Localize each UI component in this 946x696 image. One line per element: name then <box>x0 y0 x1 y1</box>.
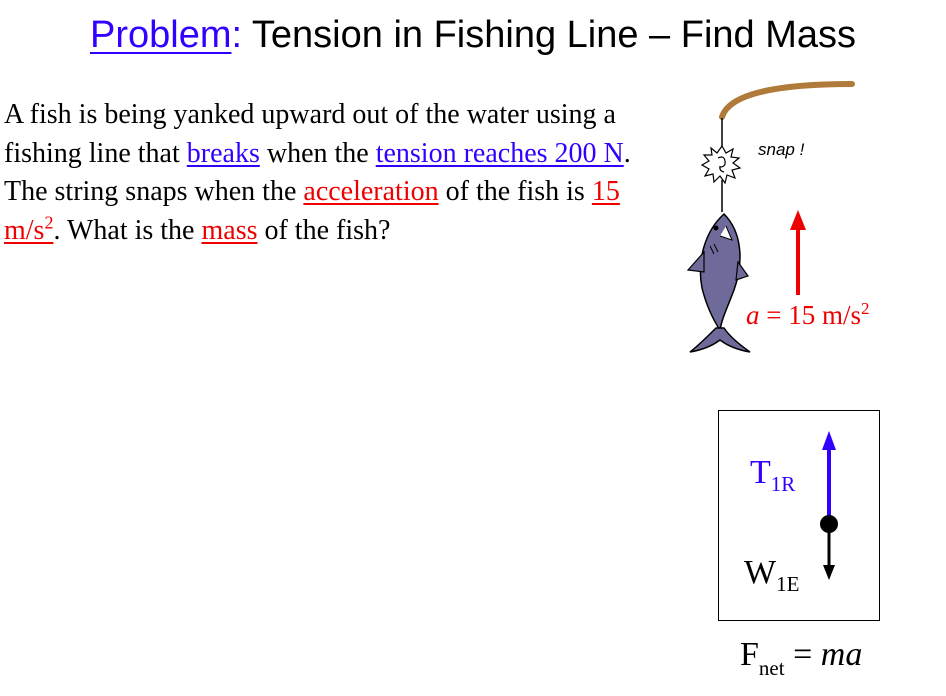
snap-burst-icon <box>702 146 740 183</box>
problem-text-5: . What is the <box>53 214 202 246</box>
problem-text-6: of the fish? <box>257 214 391 246</box>
tension-symbol: T <box>750 454 771 491</box>
title-keyword: Problem <box>89 14 232 56</box>
problem-text-1: A fish is being yanked upward out of the water using a fishing line that <box>4 99 616 169</box>
title-colon: : <box>231 14 243 56</box>
weight-subscript: 1E <box>776 572 800 596</box>
weight-symbol: W <box>744 554 777 591</box>
fishing-rod <box>722 84 852 117</box>
accel-var: a <box>746 300 760 330</box>
tension-label <box>750 454 795 497</box>
accel-label-sup: 2 <box>861 299 870 318</box>
keyword-acceleration: acceleration <box>303 176 439 207</box>
net-force-equation <box>740 636 862 681</box>
weight-label <box>744 554 799 597</box>
acceleration-label <box>746 300 870 331</box>
accel-value: 15 m/s <box>4 176 620 246</box>
accel-eq: = 15 m/s <box>759 300 861 330</box>
acceleration-arrow-head <box>790 210 806 230</box>
keyword-mass: mass <box>201 214 258 246</box>
fnet-symbol: F <box>740 636 759 673</box>
title-text: Tension in Fishing Line – Find Mass <box>242 14 857 56</box>
problem-text-3: . The string snaps when the <box>4 137 631 207</box>
fnet-equals: = <box>784 636 821 673</box>
keyword-tension: tension reaches 200 N <box>375 137 624 169</box>
problem-text-4: of the fish is <box>438 176 592 207</box>
tension-subscript: 1R <box>770 472 796 496</box>
snap-label: snap ! <box>758 140 805 159</box>
keyword-breaks: breaks <box>186 137 260 169</box>
fnet-rhs: ma <box>820 636 863 673</box>
problem-text-2: when the <box>259 137 376 169</box>
fnet-subscript: net <box>758 656 785 680</box>
fish-icon <box>688 214 750 352</box>
accel-sup: 2 <box>44 212 54 233</box>
